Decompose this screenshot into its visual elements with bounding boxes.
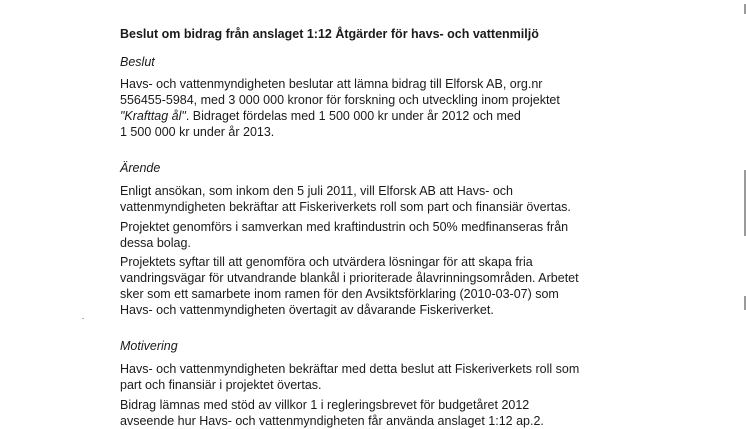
paragraph-arende-1: [120, 183, 571, 215]
section-label-arende: Ärende: [120, 161, 161, 175]
text-line: Havs- och vattenmyndigheten beslutar att lämna bidrag till Elforsk AB, org.nr: [120, 77, 543, 91]
text-line: vattenmyndigheten bekräftar att Fiskeriverkets roll som part och finansiär övertas.: [120, 200, 571, 214]
text-line: sker som ett samarbete inom ramen för den Avsiktsförklaring (2010-03-07) som: [120, 287, 559, 301]
text-line: Bidrag lämnas med stöd av villkor 1 i regleringsbrevet för budgetåret 2012: [120, 398, 530, 412]
project-name: "Krafttag ål": [120, 109, 186, 123]
text-fragment: . Bidraget fördelas med 1 500 000 kr under år 2012 och med: [185, 109, 521, 123]
document-heading: Beslut om bidrag från anslaget 1:12 Åtgärder för havs- och vattenmiljö: [120, 27, 539, 41]
text-line: vandringsvägar för utvandrande blankål i prioriterade ålavrinningsområden. Arbetet: [120, 271, 579, 285]
text-line: Projektets syftar till att genomföra och utvärdera lösningar för att skapa fria: [120, 255, 533, 269]
scan-speck: [82, 318, 84, 319]
text-line: part och finansiär i projektet övertas.: [120, 378, 322, 392]
paragraph-arende-3: [120, 254, 579, 318]
text-line: avseende hur Havs- och vattenmyndigheten får använda anslaget 1:12 ap.2.: [120, 414, 544, 428]
paragraph-beslut: [120, 76, 560, 140]
text-line: Enligt ansökan, som inkom den 5 juli 2011, vill Elforsk AB att Havs- och: [120, 184, 514, 198]
text-line: Havs- och vattenmyndigheten övertagit av dåvarande Fiskeriverket.: [120, 303, 494, 317]
text-line: [120, 108, 540, 124]
paragraph-motivering-2: [120, 397, 544, 429]
text-line: 556455-5984, med 3 000 000 kronor för forskning och utveckling inom projektet: [120, 93, 560, 107]
text-line: Havs- och vattenmyndigheten bekräftar med detta beslut att Fiskeriverkets roll som: [120, 362, 580, 376]
text-line: dessa bolag.: [120, 236, 191, 250]
section-label-motivering: Motivering: [120, 339, 178, 353]
section-label-beslut: Beslut: [120, 55, 155, 69]
text-line: Projektet genomförs i samverkan med kraftindustrin och 50% medfinanseras från: [120, 220, 569, 234]
paragraph-arende-2: [120, 219, 569, 251]
paragraph-motivering-1: [120, 361, 580, 393]
text-line: 1 500 000 kr under år 2013.: [120, 125, 275, 139]
